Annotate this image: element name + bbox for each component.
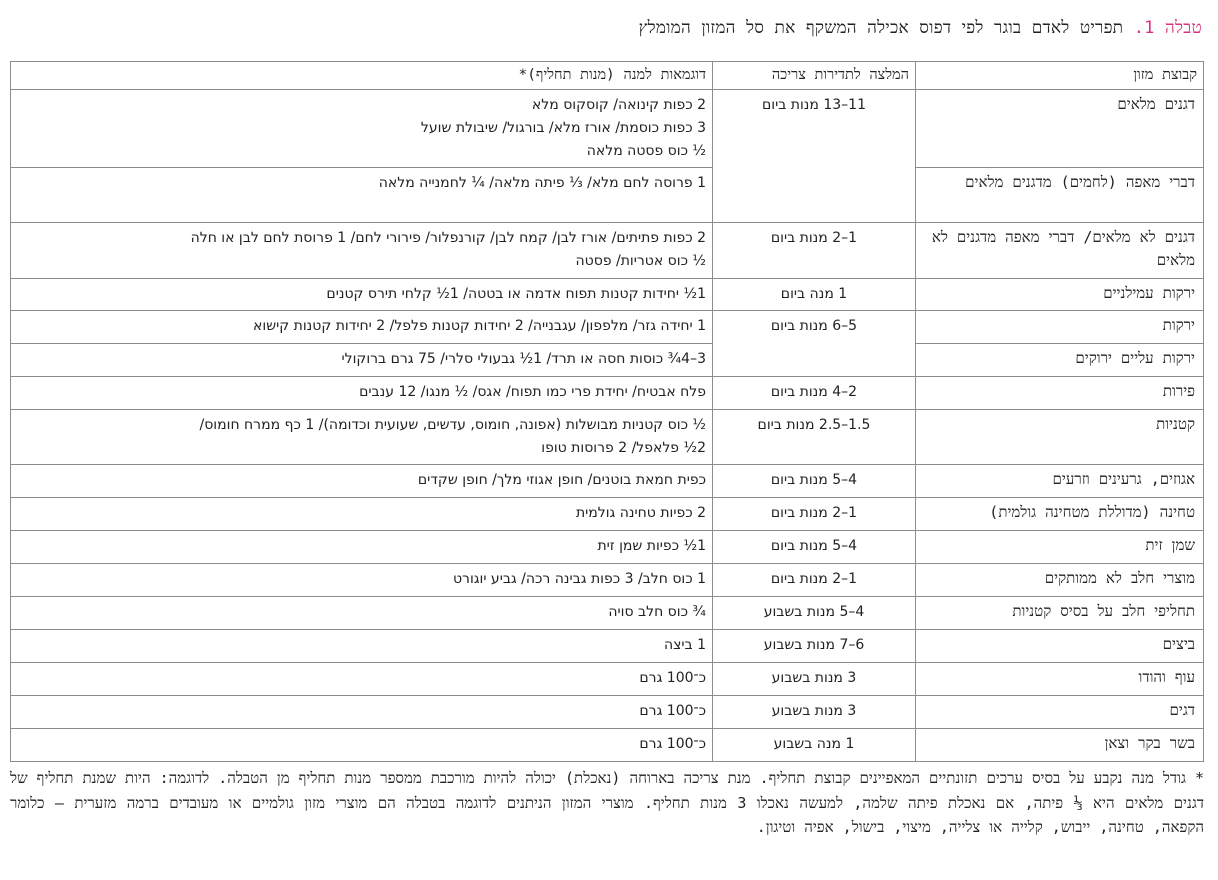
table-row [11, 696, 1204, 729]
table-row [11, 597, 1204, 630]
recommendation-cell: 1 מנה ביום [713, 279, 916, 311]
header-recommendation: המלצה לתדירות צריכה [713, 62, 916, 90]
examples-cell [11, 564, 713, 597]
example-line: 2 כפות פתיתים/ אורז לבן/ קמח לבן/ קורנפלור/ פירורי לחם/ 1 פרוסת לחם לבן או חלה [190, 230, 706, 246]
examples-cell [11, 168, 713, 223]
example-line: פלח אבטיח/ יחידת פרי כמו תפוח/ אגס/ ½ מנגו/ 12 ענבים [359, 384, 706, 400]
example-line: 3 כפות כוסמת/ אורז מלא/ בורגול/ שיבולת שועל [420, 120, 706, 136]
example-line: 1½ כפיות שמן זית [597, 538, 706, 554]
table-row [11, 465, 1204, 498]
example-line: כ־100 גרם [639, 703, 706, 719]
examples-cell [11, 410, 713, 465]
food-group-cell: ירקות עמילניים [916, 279, 1204, 311]
table-row [11, 498, 1204, 531]
examples-cell [11, 597, 713, 630]
recommendation-cell: 1–2 מנות ביום [713, 564, 916, 597]
recommendation-cell: 1.5–2.5 מנות ביום [713, 410, 916, 465]
examples-cell [11, 630, 713, 663]
example-line: ½ כוס אטריות/ פסטה [575, 253, 706, 269]
food-group-cell: ירקות עליים ירוקים [916, 344, 1204, 377]
example-line: 2½ פלאפל/ 2 פרוסות טופו [541, 440, 706, 456]
recommendation-cell: 3 מנות בשבוע [713, 663, 916, 696]
example-line: ½ כוס קטניות מבושלות (אפונה, חומוס, עדשים, שעועית וכדומה)/ 1 כף ממרח חומוס/ [199, 417, 706, 433]
food-group-cell: בשר בקר וצאן [916, 729, 1204, 762]
food-group-cell: עוף והודו [916, 663, 1204, 696]
example-line: 1½ יחידות קטנות תפוח אדמה או בטטה/ 1½ קלחי תירס קטנים [326, 286, 706, 302]
recommendation-cell: 2–4 מנות ביום [713, 377, 916, 410]
table-title [639, 14, 1202, 42]
table-row [11, 729, 1204, 762]
recommendation-cell: 11–13 מנות ביום [713, 90, 916, 223]
examples-cell [11, 663, 713, 696]
examples-cell [11, 344, 713, 377]
table-row [11, 377, 1204, 410]
food-group-cell: תחליפי חלב על בסיס קטניות [916, 597, 1204, 630]
recommendation-cell: 4–5 מנות בשבוע [713, 597, 916, 630]
example-line: 2 כפיות טחינה גולמית [575, 505, 706, 521]
table-row [11, 344, 1204, 377]
examples-cell [11, 498, 713, 531]
example-line: ½ כוס פסטה מלאה [586, 143, 706, 159]
table-row [11, 90, 1204, 168]
food-group-cell: דגנים לא מלאים/ דברי מאפה מדגנים לא מלאים [916, 223, 1204, 279]
example-line: ¾ כוס חלב סויה [608, 604, 706, 620]
table-footnote: * גודל מנה נקבע על בסיס ערכים תזונתיים המאפיינים קבוצת תחליף. מנת צריכה בארוחה (נאכלת) יכולה להיות מורכבת ממספר מנות תחליף מן הטבלה. לדוגמה: היות שמנת תחליף של דגנים מלאים היא ⅓ פיתה, אם נאכלת פיתה שלמה, למעשה נאכלו 3 מנות תחליף. מוצרי המזון הניתנים לדוגמה בטבלה הם מוצרי מזון גולמיים או מעובדים ברמה מזערית – כלומר הקפאה, טחינה, ייבוש, קלייה או צלייה, מיצוי, בישול, אפיה וטיגון. [10, 769, 1204, 836]
recommendation-cell: 5–6 מנות ביום [713, 311, 916, 377]
recommendation-cell: 6–7 מנות בשבוע [713, 630, 916, 663]
example-line: כ־100 גרם [639, 736, 706, 752]
table-row [11, 410, 1204, 465]
table-title-text: תפריט לאדם בוגר לפי דפוס אכילה המשקף את סל המזון המומלץ [638, 18, 1134, 38]
food-group-cell: דברי מאפה (לחמים) מדגנים מלאים [916, 168, 1204, 223]
recommendation-cell: 3 מנות בשבוע [713, 696, 916, 729]
food-menu-table [10, 61, 1204, 762]
examples-cell [11, 465, 713, 498]
food-group-cell: טחינה (מדוללת מטחינה גולמית) [916, 498, 1204, 531]
table-header-row [11, 62, 1204, 90]
table-row [11, 223, 1204, 279]
food-group-cell: ירקות [916, 311, 1204, 344]
recommendation-cell: 1–2 מנות ביום [713, 498, 916, 531]
examples-cell [11, 90, 713, 168]
table-row [11, 564, 1204, 597]
example-line: 3–4¾ כוסות חסה או תרד/ 1½ גבעולי סלרי/ 75 גרם ברוקולי [341, 351, 706, 367]
table-row [11, 279, 1204, 311]
food-group-cell: אגוזים, גרעינים וזרעים [916, 465, 1204, 498]
header-food-group: קבוצת מזון [916, 62, 1204, 90]
table-row [11, 168, 1204, 223]
example-line: 1 יחידה גזר/ מלפפון/ עגבנייה/ 2 יחידות קטנות פלפל/ 2 יחידות קטנות קישוא [253, 318, 706, 334]
example-line: 2 כפות קינואה/ קוסקוס מלא [531, 97, 706, 113]
food-group-cell: שמן זית [916, 531, 1204, 564]
header-examples: דוגמאות למנה (מנות תחליף)* [11, 62, 713, 90]
examples-cell [11, 223, 713, 279]
table-title-label: טבלה 1. [1133, 18, 1202, 38]
examples-cell [11, 377, 713, 410]
table-row [11, 630, 1204, 663]
example-line: 1 פרוסה לחם מלא/ ⅓ פיתה מלאה/ ¼ לחמנייה מלאה [378, 175, 706, 191]
example-line: כפית חמאת בוטנים/ חופן אגוזי מלך/ חופן שקדים [417, 472, 706, 488]
examples-cell [11, 279, 713, 311]
table-row [11, 663, 1204, 696]
recommendation-cell: 4–5 מנות ביום [713, 531, 916, 564]
examples-cell [11, 311, 713, 344]
recommendation-cell: 1 מנה בשבוע [713, 729, 916, 762]
food-group-cell: ביצים [916, 630, 1204, 663]
examples-cell [11, 729, 713, 762]
table-row [11, 531, 1204, 564]
food-group-cell: מוצרי חלב לא ממותקים [916, 564, 1204, 597]
food-group-cell: דגים [916, 696, 1204, 729]
food-group-cell: פירות [916, 377, 1204, 410]
example-line: 1 ביצה [663, 637, 706, 653]
table-row [11, 311, 1204, 344]
recommendation-cell: 4–5 מנות ביום [713, 465, 916, 498]
examples-cell [11, 531, 713, 564]
example-line: 1 כוס חלב/ 3 כפות גבינה רכה/ גביע יוגורט [452, 571, 706, 587]
example-line: כ־100 גרם [639, 670, 706, 686]
food-group-cell: דגנים מלאים [916, 90, 1204, 168]
examples-cell [11, 696, 713, 729]
food-group-cell: קטניות [916, 410, 1204, 465]
recommendation-cell: 1–2 מנות ביום [713, 223, 916, 279]
